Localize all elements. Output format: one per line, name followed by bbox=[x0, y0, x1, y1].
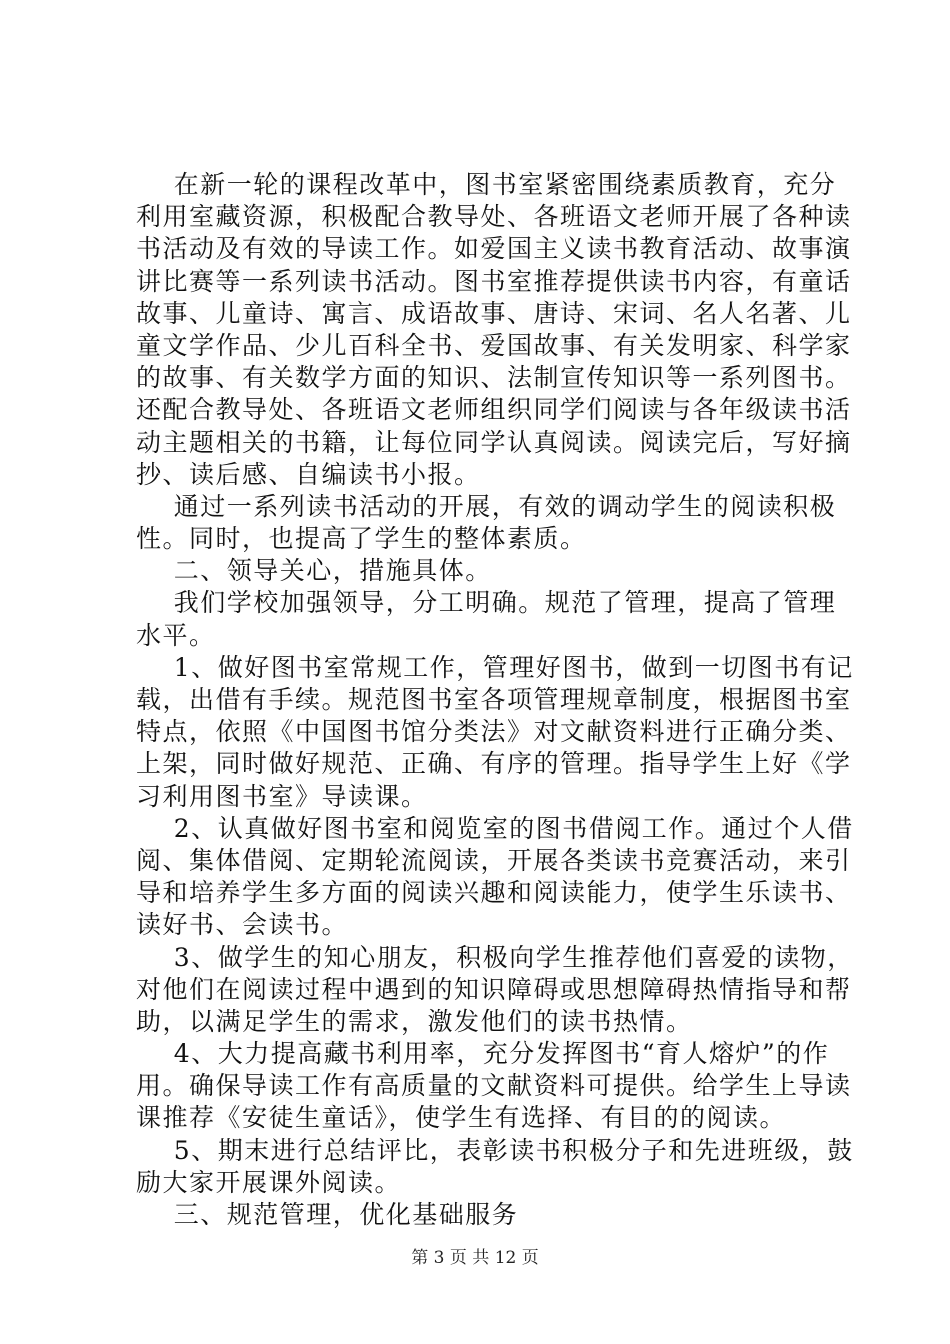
text-line: 还配合教导处、各班语文老师组织同学们阅读与各年级读书活 bbox=[136, 395, 852, 425]
text-line: 阅、集体借阅、定期轮流阅读，开展各类读书竞赛活动，来引 bbox=[136, 845, 852, 875]
text-line: 故事、儿童诗、寓言、成语故事、唐诗、宋词、名人名著、儿 bbox=[136, 298, 852, 328]
text-line: 童文学作品、少儿百科全书、爱国故事、有关发明家、科学家 bbox=[136, 330, 852, 360]
text-line: 3、做学生的知心朋友，积极向学生推荐他们喜爱的读物， bbox=[136, 942, 854, 972]
page-footer: 第 3 页 共 12 页 bbox=[411, 1248, 539, 1268]
text-line: 励大家开展课外阅读。 bbox=[136, 1167, 402, 1197]
text-line: 2、认真做好图书室和阅览室的图书借阅工作。通过个人借 bbox=[136, 813, 854, 843]
text-line: 通过一系列读书活动的开展，有效的调动学生的阅读积极 bbox=[136, 491, 837, 521]
text-line: 书活动及有效的导读工作。如爱国主义读书教育活动、故事演 bbox=[136, 234, 852, 264]
text-line: 动主题相关的书籍，让每位同学认真阅读。阅读完后，写好摘 bbox=[136, 427, 852, 457]
text-line: 在新一轮的课程改革中，图书室紧密围绕素质教育，充分 bbox=[136, 170, 837, 199]
text-line: 导和培养学生多方面的阅读兴趣和阅读能力，使学生乐读书、 bbox=[136, 878, 852, 908]
text-line: 1、做好图书室常规工作，管理好图书，做到一切图书有记 bbox=[136, 652, 854, 682]
text-line: 三、规范管理，优化基础服务 bbox=[136, 1200, 519, 1229]
text-line: 我们学校加强领导，分工明确。规范了管理，提高了管理 bbox=[136, 588, 837, 618]
text-line: 读好书、会读书。 bbox=[136, 910, 349, 940]
text-line: 的故事、有关数学方面的知识、法制宣传知识等一系列图书。 bbox=[136, 363, 852, 393]
text-line: 二、领导关心，措施具体。 bbox=[136, 556, 492, 586]
text-line: 上架，同时做好规范、正确、有序的管理。指导学生上好《学 bbox=[136, 749, 852, 779]
text-line: 性。同时，也提高了学生的整体素质。 bbox=[136, 524, 587, 554]
text-line: 特点，依照《中国图书馆分类法》对文献资料进行正确分类、 bbox=[136, 717, 852, 747]
text-line: 讲比赛等一系列读书活动。图书室推荐提供读书内容，有童话 bbox=[136, 266, 852, 296]
text-line: 课推荐《安徒生童话》，使学生有选择、有目的的阅读。 bbox=[136, 1103, 787, 1133]
text-line: 抄、读后感、自编读书小报。 bbox=[136, 459, 481, 489]
text-line: 习利用图书室》导读课。 bbox=[136, 781, 428, 811]
text-line: 载，出借有手续。规范图书室各项管理规章制度，根据图书室 bbox=[136, 685, 852, 714]
text-line: 4、大力提高藏书利用率，充分发挥图书“育人熔炉”的作 bbox=[136, 1039, 830, 1069]
document-body bbox=[136, 169, 854, 1231]
text-line: 用。确保导读工作有高质量的文献资料可提供。给学生上导读 bbox=[136, 1071, 852, 1101]
text-line: 水平。 bbox=[136, 620, 216, 650]
text-line: 对他们在阅读过程中遇到的知识障碍或思想障碍热情指导和帮 bbox=[136, 974, 852, 1004]
text-line: 助，以满足学生的需求，激发他们的读书热情。 bbox=[136, 1006, 693, 1036]
text-line: 利用室藏资源，积极配合教导处、各班语文老师开展了各种读 bbox=[136, 202, 852, 232]
text-line: 5、期末进行总结评比，表彰读书积极分子和先进班级，鼓 bbox=[136, 1135, 854, 1165]
